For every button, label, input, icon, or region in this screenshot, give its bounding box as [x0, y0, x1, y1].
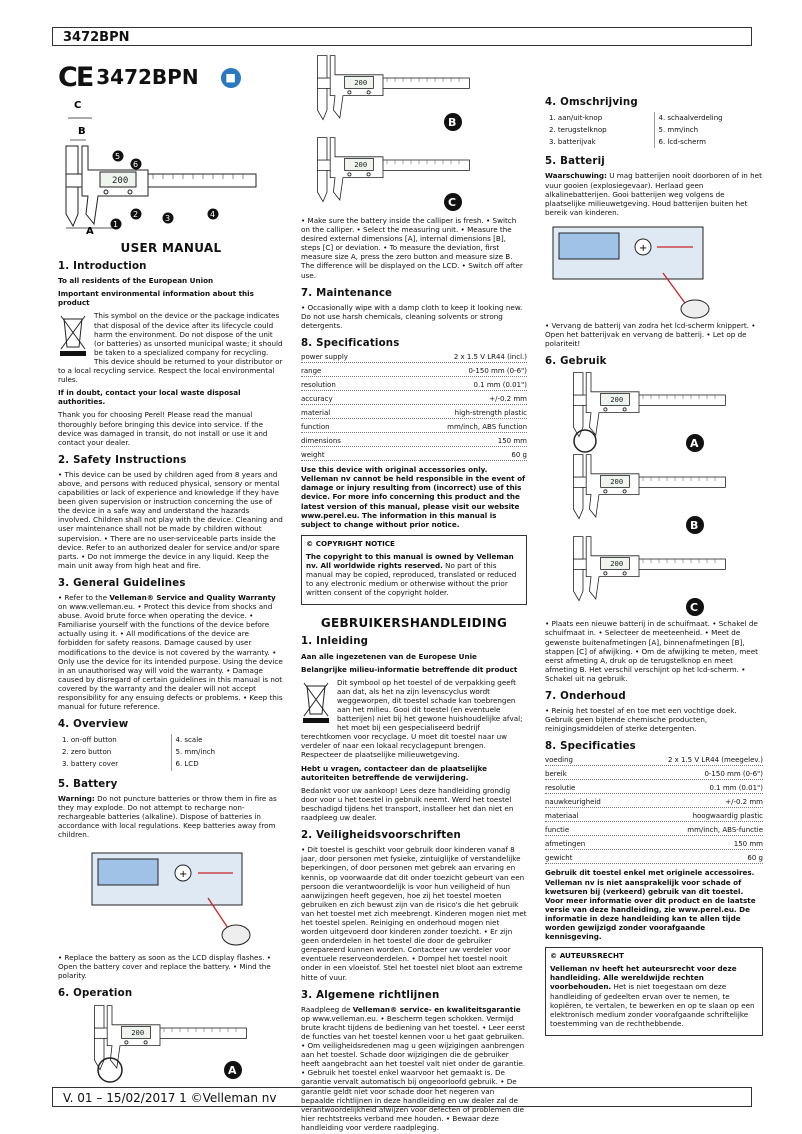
en-s3-p-wrap: [58, 593, 284, 711]
model-number: 3472BPN: [96, 65, 199, 90]
en-operation-figure-a: [58, 1004, 284, 1084]
en-s4-title: 4. Overview: [58, 719, 129, 731]
en-copy-wrap: [306, 552, 522, 597]
op-label-b: B: [448, 116, 457, 129]
page-footer: [52, 1087, 752, 1107]
en-s8-b: Use this device with original accessories only. Velleman nv cannot be held responsible in the event of damage or injury resulting from (incorrect) use of this device. For more info concerning this product and the latest version of this manual, please visit our website www.perel.eu. The information in this manual is subject to change without prior notice.: [301, 465, 526, 529]
nl-s3-wrap: [301, 1004, 527, 1132]
nl-s2-title: 2. Veiligheidsvoorschriften: [301, 830, 461, 842]
op-label-a: A: [228, 1063, 237, 1077]
en-ov-2: 2. zero button: [58, 746, 171, 758]
nl-ov-4: 4. schaalverdeling: [658, 113, 723, 122]
nl-ov-5: 5. mm/inch: [658, 125, 699, 134]
en-s5-wrap: [58, 794, 284, 839]
nl-copy-title: © AUTEURSRECHT: [550, 951, 624, 961]
nl-copy-p: Het is niet toegestaan om deze handleiding of gedeelten ervan over te nemen, te kopiëren, te vertalen, te bewerken en op te slaan op een elektronisch medium zonder voorafgaande schriftelijke toestemming van de rechthebbende.: [550, 982, 755, 1028]
nl-s5-p: U mag batterijen nooit doorboren of in het vuur gooien (explosiegevaar). Herlaad geen alkalinebatterijen. Gooi batterijen weg volgens de plaatselijke milieuwetgeving. Houd batterijen buiten het bereik van kinderen.: [545, 171, 762, 217]
en-s1-p1: This symbol on the device or the package indicates that disposal of the device after its lifecycle could harm the environment. Do not dispose of the unit (or batteries) as unsorted municipal waste; it should be taken to a specialized company for recycling. This device should be returned to your distributor or to a local recycling service. Respect the local environmental rules.: [58, 311, 283, 385]
nl-s8-b: Gebruik dit toestel enkel met originele accessoires. Velleman nv is niet aansprakelijk voor schade of kwetsuren bij (verkeerd) gebruik van dit toestel. Voor meer informatie over dit product en de laatste versie van deze handleiding, zie www.perel.eu. De informatie in deze handleiding kan te allen tijde worden gewijzigd zonder voorafgaande kennisgeving.: [545, 868, 756, 942]
en-battery-figure: [58, 843, 284, 953]
en-s8-title: 8. Specifications: [301, 338, 400, 350]
nl-op-label-a: A: [690, 437, 699, 451]
caliper-overview-figure: [58, 96, 284, 236]
column-dutch-2: [545, 54, 763, 1036]
spec-row: materiaal hoogwaardig plastic: [545, 812, 763, 821]
label-a: A: [86, 226, 94, 237]
nl-ov-2: 2. terugstelknop: [545, 124, 654, 136]
spec-row: material high-strength plastic: [301, 409, 527, 418]
nl-copy-b: Velleman nv heeft het auteursrecht voor deze handleiding. Alle wereldwijde rechten voorbehouden.: [550, 964, 737, 992]
nl-operation-figure: [545, 371, 763, 619]
en-ov-3: 3. battery cover: [58, 759, 171, 771]
nl-copyright-box: [545, 947, 763, 1036]
callout-4: 4: [210, 210, 216, 219]
column-english-1: [58, 54, 284, 1084]
svg-text:+: +: [179, 869, 188, 881]
nl-op-label-b: B: [690, 519, 699, 533]
nl-s3-lead: Raadpleeg de: [301, 1004, 353, 1014]
nl-s3-p: op www.velleman.eu. • Bescherm tegen schokken. Vermijd brute kracht tijdens de bediening van het toestel. • Leer eerst de functies van het toestel kennen voor u het gaat gebruiken. • Om veiligheidsredenen mag u geen wijzigingen aanbrengen aan het toestel. Schade door wijzigingen die de gebruiker heeft aangebracht aan het toestel valt niet onder de garantie. • Gebruik het toestel enkel waarvoor het gemaakt is. De garantie vervalt automatisch bij ongeoorloofd gebruik. • De garantie geldt niet voor schade door het negeren van bepaalde richtlijnen in deze handleiding en uw dealer zal de verantwoordelijkheid afwijzen voor defecten of problemen die hier rechtstreeks verband mee houden. • Bewaar deze handleiding voor verdere raadpleging.: [301, 1013, 526, 1132]
nl-s6-title: 6. Gebruik: [545, 356, 607, 368]
en-s3-title: 3. General Guidelines: [58, 577, 186, 589]
en-s6-title: 6. Operation: [58, 988, 133, 1000]
nl-s1-b3: Hebt u vragen, contacteer dan de plaatselijke autoriteiten betreffende de verwijdering.: [301, 763, 488, 782]
nl-ov-3: 3. batterijvak: [545, 136, 654, 148]
nl-s8-title: 8. Specificaties: [545, 741, 636, 753]
en-s3-p: on www.velleman.eu. • Protect this device from shocks and abuse. Avoid brute force when operating the device. • Familiarise yourself with the functions of the device before actually using it. • All modifications of the device are forbidden for safety reasons. Damage caused by user modifications to the device is not covered by the warranty. • Only use the device for its intended purpose. Using the device in an unauthorised way will void the warranty. • Damage caused by disregard of certain guidelines in this manual is not covered by the warranty and the dealer will not accept responsibility for any ensuing defects or problems. • Keep this manual for future reference.: [58, 602, 283, 712]
spec-row: gewicht 60 g: [545, 854, 763, 863]
callout-2: 2: [133, 210, 139, 219]
spec-row: functie mm/inch, ABS-functie: [545, 826, 763, 835]
nl-s1-b1: Aan alle ingezetenen van de Europese Unie: [301, 651, 477, 661]
en-copy-b: The copyright to this manual is owned by Velleman nv. All worldwide rights reserved.: [306, 551, 514, 570]
en-ov-4: 4. scale: [175, 735, 203, 744]
spec-row: nauwkeurigheid +/-0.2 mm: [545, 798, 763, 807]
nl-s5-wrap: [545, 171, 763, 216]
footer-text: V. 01 – 15/02/2017 1 ©Velleman nv: [63, 1091, 277, 1105]
spec-row: weight 60 g: [301, 451, 527, 460]
manual-book-icon: ■: [221, 68, 241, 88]
en-overview-table: [58, 734, 284, 770]
en-s5-p2: • Replace the battery as soon as the LCD display flashes. • Open the battery cover and replace the battery. • Mind the polarity.: [58, 953, 272, 981]
en-s1-b1: To all residents of the European Union: [58, 276, 214, 286]
en-specs: [301, 353, 527, 461]
spec-row: bereik 0-150 mm (0-6"): [545, 770, 763, 779]
nl-ov-1: 1. aan/uit-knop: [545, 112, 654, 124]
logo-row: [58, 60, 284, 96]
caliper-overview-svg: [58, 96, 284, 236]
spec-row: resolution 0.1 mm (0.01"): [301, 381, 527, 390]
spec-row: range 0-150 mm (0-6"): [301, 367, 527, 376]
nl-s1-p1: Dit symbool op het toestel of de verpakking geeft aan dat, als het na zijn levenscyclus wordt weggeworpen, dit toestel schade kan toebrengen aan het milieu. Gooi dit toestel (en eventuele batterijen) niet bij het gewone huishoudelijke afval; het moet bij een gespecialiseerd bedrijf terechtkomen voor recyclage. U moet dit toestel naar uw verdeler of naar een lokaal recyclagepunt brengen. Respecteer de plaatselijke milieuwetgeving.: [301, 677, 523, 760]
en-s1-title: 1. Introduction: [58, 261, 147, 273]
op-label-c: C: [448, 196, 457, 209]
nl-ov-6: 6. lcd-scherm: [658, 137, 706, 146]
ce-mark: CE: [58, 62, 93, 94]
nl-s7-p: • Reinig het toestel af en toe met een vochtige doek. Gebruik geen bijtende chemische producten, reinigingsmiddelen of sterke detergenten.: [545, 706, 737, 734]
nl-overview-table: [545, 112, 763, 148]
spec-row: afmetingen 150 mm: [545, 840, 763, 849]
column-english-2-dutch-1: [301, 54, 527, 1132]
en-s1-b3: If in doubt, contact your local waste disposal authorities.: [58, 388, 241, 407]
spec-row: voeding 2 x 1.5 V LR44 (meegelev.): [545, 756, 763, 765]
label-c: C: [74, 100, 82, 111]
nl-s1-title: 1. Inleiding: [301, 636, 369, 648]
callout-5: 5: [115, 152, 121, 161]
en-s2-p: • This device can be used by children aged from 8 years and above, and persons with reduced physical, sensory or mental capabilities or lack of experience and knowledge if they have been given supervision or instruction concerning the use of the device in a safe way and understand the hazards involved. Children shall not play with the device. Cleaning and user maintenance shall not be made by children without supervision. • There are no user-serviceable parts inside the device. Refer to an authorized dealer for service and/or spare parts. • Do not immerge the device in any liquid. Keep the main unit away from high heat and fire.: [58, 469, 283, 570]
nl-s1-b2: Belangrijke milieu-informatie betreffende dit product: [301, 664, 518, 674]
nl-copy-wrap: [550, 964, 758, 1028]
nl-specs: [545, 756, 763, 864]
en-s3-bold: Velleman® Service and Quality Warranty: [109, 593, 276, 602]
callout-6: 6: [133, 160, 139, 169]
nl-s5-title: 5. Batterij: [545, 156, 606, 168]
en-s7-p: • Occasionally wipe with a damp cloth to keep it looking new. Do not use harsh chemicals, cleaning solvents or strong detergents.: [301, 302, 523, 330]
en-s5-p: Do not puncture batteries or throw them in fire as they may explode. Do not attempt to recharge non-rechargeable batteries (alkaline). Dispose of batteries in accordance with local regulations. Keep batteries away from children.: [58, 793, 277, 840]
en-s3-lead: • Refer to the: [58, 593, 110, 602]
header-title: 3472BPN: [63, 30, 130, 45]
en-s5-title: 5. Battery: [58, 778, 118, 790]
nl-s5-warn: Waarschuwing:: [545, 171, 607, 181]
en-manual-title: USER MANUAL: [120, 241, 222, 255]
callout-3: 3: [165, 214, 171, 223]
svg-text:+: +: [639, 242, 648, 254]
en-ov-5: 5. mm/inch: [175, 747, 216, 756]
nl-s7-title: 7. Onderhoud: [545, 690, 626, 702]
en-s2-title: 2. Safety Instructions: [58, 454, 187, 466]
spec-row: resolutie 0.1 mm (0.01"): [545, 784, 763, 793]
en-s1-b2: Important environmental information about this product: [58, 289, 254, 308]
nl-s3-title: 3. Algemene richtlijnen: [301, 989, 440, 1001]
en-operation-figure-bc: [301, 54, 527, 216]
en-s7-title: 7. Maintenance: [301, 287, 393, 299]
en-s1-p2: Thank you for choosing Perel! Please read the manual thoroughly before bringing this device into service. If the device was damaged in transit, do not install or use it and contact your dealer.: [58, 410, 268, 447]
nl-battery-figure: [545, 221, 763, 321]
label-b: B: [78, 126, 86, 137]
en-s6-p: • Make sure the battery inside the calliper is fresh. • Switch on the calliper. • Select the measuring unit. • Measure the desired external dimensions [A], internal dimensions [B], steps [C] or deviation. • To measure the deviation, first measure size A, press the zero button and measure size B. The difference will be displayed on the LCD. • Switch off after use.: [301, 216, 523, 280]
weee-bin-icon: [58, 313, 88, 357]
en-copy-title: © COPYRIGHT NOTICE: [306, 538, 395, 548]
page-header: [52, 27, 752, 46]
spec-row: dimensions 150 mm: [301, 437, 527, 446]
nl-s6-p: • Plaats een nieuwe batterij in de schuifmaat. • Schakel de schuifmaat in. • Selecteer de meeteenheid. • Meet de gewenste buitenafmetingen [A], binnenafmetingen [B], stappen [C] of afwijking. • Om de afwijking te meten, meet eerst afmeting A, druk op de terugstelknop en meet afmeting B. Het verschil verschijnt op het lcd-scherm. • Schakel uit na gebruik.: [545, 619, 758, 683]
nl-s4-title: 4. Omschrijving: [545, 97, 638, 108]
nl-s5-p2: • Vervang de batterij van zodra het lcd-scherm knippert. • Open het batterijvak en vervang de batterij. • Let op de polariteit!: [545, 320, 756, 349]
spec-row: power supply 2 x 1.5 V LR44 (incl.): [301, 353, 527, 362]
en-s5-warn: Warning:: [58, 793, 95, 803]
en-ov-6: 6. LCD: [175, 760, 199, 768]
weee-bin-icon: [301, 680, 331, 724]
spec-row: accuracy +/-0.2 mm: [301, 395, 527, 404]
nl-op-label-c: C: [690, 601, 699, 615]
nl-s1-p2: Bedankt voor uw aankoop! Lees deze handleiding grondig door voor u het toestel in gebruik neemt. Werd het toestel beschadigd tijdens het transport, installeer het dan niet en raadpleeg uw dealer.: [301, 785, 514, 823]
nl-manual-title: GEBRUIKERSHANDLEIDING: [320, 616, 508, 631]
callout-1: 1: [113, 220, 119, 229]
en-copy-p: No part of this manual may be copied, reproduced, translated or reduced to any electronic medium or otherwise without the prior written consent of the copyright holder.: [306, 560, 517, 598]
nl-s2-p: • Dit toestel is geschikt voor gebruik door kinderen vanaf 8 jaar, door personen met fysieke, zintuiglijke of verstandelijke beperkingen, of door personen met gebrek aan ervaring en kennis, op voorwaarde dat dit onder toezicht gebeurt van een persoon die verantwoordelijk is voor hun veiligheid of hun aanwijzingen heeft gegeven, hoe zij het toestel moeten gebruiken en zich bewust zijn van de risico's die het gebruik van het toestel met zich meebrengt. Kinderen mogen niet met het toestel spelen. Reiniging en onderhoud mogen niet worden uitgevoerd door kinderen zonder toezicht. • Er zijn geen onderdelen in het toestel die door de gebruiker gerepareerd kunnen worden. Contacteer uw verdeler voor eventuele reserveonderdelen. • Dompel het toestel nooit onder in een vloeistof. Stel het toestel niet bloot aan extreme hitte of vuur.: [301, 845, 527, 982]
en-ov-1: 1. on-off button: [58, 734, 171, 746]
en-copyright-box: [301, 535, 527, 606]
spec-row: function mm/inch, ABS function: [301, 423, 527, 432]
nl-s3-bold: Velleman® service- en kwaliteitsgarantie: [352, 1004, 521, 1014]
